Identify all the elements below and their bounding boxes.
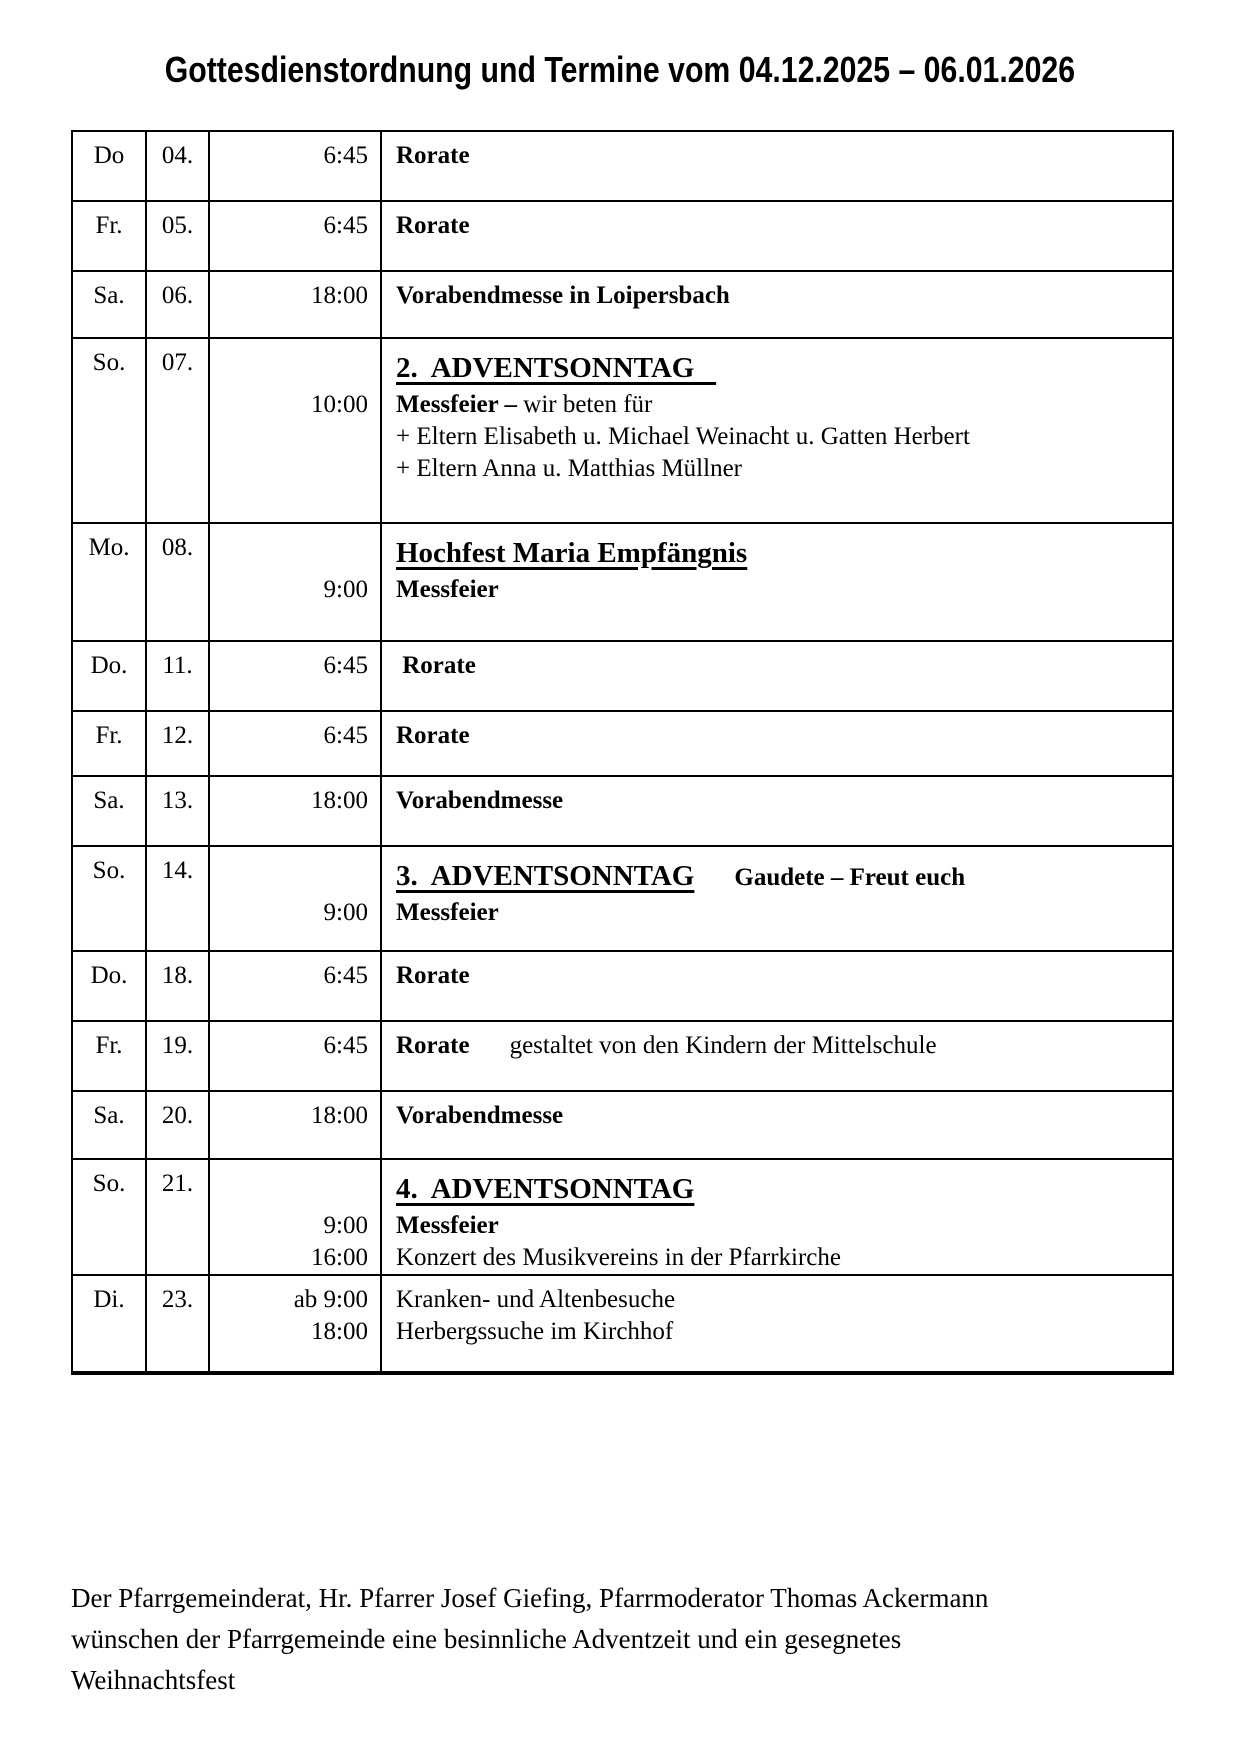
event-text — [380, 389, 1172, 421]
table-row — [73, 132, 1172, 202]
day-cell: So. — [73, 1160, 147, 1274]
time-desc-divider — [380, 642, 382, 710]
row-lines — [210, 1092, 1172, 1158]
date-cell: 11. — [147, 642, 210, 710]
event-segment: Rorate — [396, 142, 470, 169]
event-text — [380, 650, 1172, 682]
row-lines — [210, 339, 1172, 522]
table-row — [73, 202, 1172, 272]
footer-line: Weihnachtsfest — [71, 1665, 236, 1695]
event-text — [380, 347, 1172, 389]
time-cell: 6:45 — [323, 962, 368, 989]
event-text — [380, 960, 1172, 992]
table-row — [73, 777, 1172, 847]
schedule-line — [210, 140, 1172, 172]
event-text — [380, 720, 1172, 752]
schedule-line — [210, 421, 1172, 453]
date-cell: 21. — [147, 1160, 210, 1274]
table-row — [73, 1276, 1172, 1371]
date-cell: 12. — [147, 712, 210, 775]
schedule-line — [210, 1030, 1172, 1062]
date-cell: 23. — [147, 1276, 210, 1371]
day-cell: Do — [73, 132, 147, 200]
row-lines — [210, 1022, 1172, 1090]
event-segment: 2. ADVENTSONNTAG — [396, 352, 717, 384]
event-segment: + Eltern Elisabeth u. Michael Weinacht u. Gatten Herbert — [396, 423, 970, 450]
event-text — [380, 280, 1172, 312]
event-segment: Rorate — [396, 962, 470, 989]
day-cell: Fr. — [73, 712, 147, 775]
table-row — [73, 1022, 1172, 1092]
event-segment: Rorate — [396, 1032, 470, 1059]
document-title: Gottesdienstordnung und Termine vom 04.12.2025 – 06.01.2026 — [164, 49, 1076, 90]
event-text — [380, 855, 1172, 897]
time-cell: 18:00 — [311, 1102, 368, 1129]
schedule-line — [210, 574, 1172, 606]
table-row — [73, 952, 1172, 1022]
footer-line: Der Pfarrgemeinderat, Hr. Pfarrer Josef Giefing, Pfarrmoderator Thomas Ackermann — [71, 1583, 989, 1613]
event-text — [380, 1210, 1172, 1242]
event-segment: Vorabendmesse — [396, 1102, 564, 1129]
event-segment: gestaltet von den Kindern der Mittelschule — [509, 1032, 937, 1059]
row-lines — [210, 524, 1172, 640]
row-lines — [210, 712, 1172, 775]
table-row — [73, 1160, 1172, 1276]
day-cell: Do. — [73, 952, 147, 1020]
time-cell: ab 9:00 — [293, 1286, 368, 1313]
row-lines — [210, 132, 1172, 200]
day-cell: So. — [73, 339, 147, 522]
date-cell: 04. — [147, 132, 210, 200]
event-segment: Kranken- und Altenbesuche — [396, 1286, 676, 1313]
event-text — [380, 210, 1172, 242]
day-cell: Fr. — [73, 1022, 147, 1090]
schedule-line — [210, 347, 1172, 389]
schedule-line — [210, 1316, 1172, 1348]
event-segment: + Eltern Anna u. Matthias Müllner — [396, 455, 742, 482]
date-cell: 07. — [147, 339, 210, 522]
time-cell: 6:45 — [323, 212, 368, 239]
date-cell: 05. — [147, 202, 210, 270]
time-desc-divider — [380, 1092, 382, 1158]
table-row — [73, 847, 1172, 952]
time-desc-divider — [380, 202, 382, 270]
date-cell: 08. — [147, 524, 210, 640]
day-cell: Sa. — [73, 1092, 147, 1158]
time-desc-divider — [380, 712, 382, 775]
row-lines — [210, 272, 1172, 337]
time-cell: 6:45 — [323, 652, 368, 679]
time-desc-divider — [380, 339, 382, 522]
row-lines — [210, 777, 1172, 845]
schedule-line — [210, 389, 1172, 421]
time-cell: 6:45 — [323, 142, 368, 169]
title-bar — [0, 50, 1240, 90]
event-segment: 3. ADVENTSONNTAG — [396, 860, 695, 892]
date-cell: 19. — [147, 1022, 210, 1090]
day-cell: Do. — [73, 642, 147, 710]
table-row — [73, 642, 1172, 712]
time-cell: 9:00 — [323, 576, 368, 603]
schedule-line — [210, 855, 1172, 897]
event-text — [380, 1168, 1172, 1210]
schedule-line — [210, 280, 1172, 312]
event-text — [380, 421, 1172, 453]
event-text — [380, 1100, 1172, 1132]
schedule-line — [210, 1100, 1172, 1132]
day-cell: Mo. — [73, 524, 147, 640]
table-row — [73, 339, 1172, 524]
event-segment: Herbergssuche im Kirchhof — [396, 1318, 674, 1345]
event-segment: Rorate — [396, 722, 470, 749]
day-cell: Sa. — [73, 777, 147, 845]
time-desc-divider — [380, 1276, 382, 1371]
schedule-line — [210, 960, 1172, 992]
event-text — [380, 453, 1172, 485]
event-segment: Vorabendmesse — [396, 787, 564, 814]
event-text — [380, 1242, 1172, 1274]
schedule-line — [210, 785, 1172, 817]
time-cell: 6:45 — [323, 722, 368, 749]
time-cell: 18:00 — [311, 282, 368, 309]
table-row — [73, 1092, 1172, 1160]
time-cell: 10:00 — [311, 391, 368, 418]
date-cell: 14. — [147, 847, 210, 950]
event-text — [380, 140, 1172, 172]
schedule-line — [210, 650, 1172, 682]
time-desc-divider — [380, 1160, 382, 1274]
event-segment: Vorabendmesse in Loipersbach — [396, 282, 730, 309]
row-lines — [210, 952, 1172, 1020]
row-lines — [210, 847, 1172, 950]
event-segment: Messfeier — [396, 899, 499, 926]
schedule-line — [210, 210, 1172, 242]
schedule-line — [210, 453, 1172, 485]
time-cell: 18:00 — [311, 1318, 368, 1345]
time-cell: 16:00 — [311, 1244, 368, 1271]
schedule-line — [210, 1168, 1172, 1210]
date-cell: 18. — [147, 952, 210, 1020]
date-cell: 13. — [147, 777, 210, 845]
day-cell: Fr. — [73, 202, 147, 270]
event-segment: 4. ADVENTSONNTAG — [396, 1173, 695, 1205]
event-segment: Rorate — [396, 652, 476, 679]
schedule-line — [210, 897, 1172, 929]
time-desc-divider — [380, 524, 382, 640]
footer-note — [71, 1578, 1171, 1701]
row-lines — [210, 1276, 1172, 1371]
event-text — [380, 1316, 1172, 1348]
event-text — [380, 1284, 1172, 1316]
event-segment: Konzert des Musikvereins in der Pfarrkirche — [396, 1244, 841, 1271]
time-desc-divider — [380, 952, 382, 1020]
table-row — [73, 524, 1172, 642]
schedule-line — [210, 1210, 1172, 1242]
event-segment: Hochfest Maria Empfängnis — [396, 537, 748, 569]
footer-line: wünschen der Pfarrgemeinde eine besinnliche Adventzeit und ein gesegnetes — [71, 1624, 902, 1654]
date-cell: 20. — [147, 1092, 210, 1158]
row-lines — [210, 202, 1172, 270]
event-text — [380, 1030, 1172, 1062]
time-cell: 9:00 — [323, 899, 368, 926]
table-row — [73, 272, 1172, 339]
time-cell: 9:00 — [323, 1212, 368, 1239]
event-segment: Rorate — [396, 212, 470, 239]
day-cell: Di. — [73, 1276, 147, 1371]
event-text — [380, 897, 1172, 929]
event-segment: Messfeier — [396, 576, 499, 603]
time-cell: 18:00 — [311, 787, 368, 814]
event-text — [380, 574, 1172, 606]
event-text — [380, 532, 1172, 574]
schedule-line — [210, 1242, 1172, 1274]
time-desc-divider — [380, 132, 382, 200]
row-lines — [210, 1160, 1172, 1274]
schedule-table — [71, 130, 1174, 1375]
day-cell: So. — [73, 847, 147, 950]
time-desc-divider — [380, 777, 382, 845]
event-segment: Messfeier – — [396, 391, 524, 418]
day-cell: Sa. — [73, 272, 147, 337]
time-desc-divider — [380, 1022, 382, 1090]
time-desc-divider — [380, 847, 382, 950]
event-segment: Gaudete – Freut euch — [734, 864, 966, 891]
row-lines — [210, 642, 1172, 710]
schedule-line — [210, 720, 1172, 752]
event-segment: Messfeier — [396, 1212, 499, 1239]
time-cell: 6:45 — [323, 1032, 368, 1059]
table-row — [73, 712, 1172, 777]
event-segment: wir beten für — [523, 391, 653, 418]
schedule-line — [210, 1284, 1172, 1316]
schedule-line — [210, 532, 1172, 574]
date-cell: 06. — [147, 272, 210, 337]
time-desc-divider — [380, 272, 382, 337]
event-text — [380, 785, 1172, 817]
